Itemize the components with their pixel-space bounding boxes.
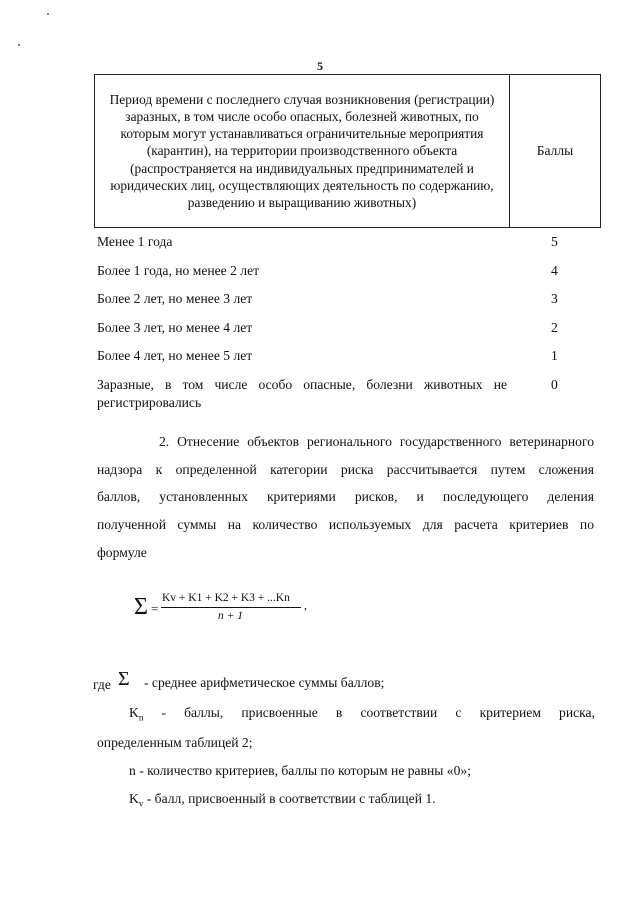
criteria-table-header: [94, 74, 601, 228]
formula-numerator: Kv + K1 + K2 + K3 + ...Kn: [162, 592, 290, 604]
kn-subscript: n: [138, 712, 144, 723]
formula-equals: =: [151, 601, 159, 616]
formula-denominator: n + 1: [218, 610, 244, 622]
table-row-label: Более 4 лет, но менее 5 лет: [97, 348, 253, 363]
kn-definition: [129, 705, 595, 723]
table-row-label: Более 1 года, но менее 2 лет: [97, 263, 260, 278]
risk-formula: [134, 592, 324, 632]
kv-text: - балл, присвоенный в соответствии с таблицей 1.: [146, 791, 436, 806]
table-header-period: Период времени с последнего случая возникновения (регистрации) заразных, в том числе особо опасных, болезней животных, по которым могут устанавливаться ограничительные мероприятия (карантин), на территории производственного объекта (распространяется на индивидуальных предпринимателей и юридических лиц, осуществляющих деятельность по содержанию, разведению и выращиванию животных): [95, 75, 510, 227]
table-row-points: 0: [551, 377, 558, 392]
table-row-label: Более 3 лет, но менее 4 лет: [97, 320, 253, 335]
page-number: 5: [317, 59, 323, 73]
formula-comma: ,: [304, 598, 307, 612]
table-header-points: Баллы: [536, 143, 574, 158]
table-row-points: 3: [551, 291, 558, 306]
table-row-label: Более 2 лет, но менее 3 лет: [97, 291, 253, 306]
kn-symbol: K: [129, 705, 139, 720]
table-row-points: 2: [551, 320, 558, 335]
kn-text: - баллы, присвоенные в соответствии с критерием риска,: [161, 705, 595, 720]
kv-definition: [129, 790, 436, 813]
paragraph-line: надзора к определенной категории риска рассчитывается путем сложения: [97, 461, 594, 477]
n-definition: n - количество критериев, баллы по которым не равны «0»;: [129, 763, 471, 778]
kv-subscript: v: [138, 798, 144, 809]
sigma-symbol: Σ: [134, 594, 148, 620]
table-row-points: 1: [551, 348, 558, 363]
table-row-points: 5: [551, 234, 558, 249]
scan-speck: [47, 13, 49, 15]
paragraph-line: баллов, установленных критериями рисков, и последующего деления: [97, 489, 594, 505]
sigma-symbol: Σ: [118, 668, 130, 690]
paragraph-line: формуле: [97, 544, 147, 560]
body-paragraph: [97, 428, 594, 567]
paragraph-line: полученной суммы на количество используемых для расчета критериев по: [97, 517, 594, 533]
scan-speck: [18, 44, 20, 46]
table-row-label: Заразные, в том числе особо опасные, болезни животных не регистрировались: [97, 377, 507, 410]
kv-symbol: K: [129, 791, 139, 806]
kn-definition-continued: определенным таблицей 2;: [97, 735, 253, 750]
where-label: где: [93, 677, 111, 692]
fraction-bar: [161, 607, 301, 608]
table-row-points: 4: [551, 263, 558, 278]
table-row-label: Менее 1 года: [97, 234, 173, 249]
sigma-definition: - среднее арифметическое суммы баллов;: [144, 675, 385, 690]
paragraph-line: 2. Отнесение объектов регионального государственного ветеринарного: [159, 434, 594, 449]
